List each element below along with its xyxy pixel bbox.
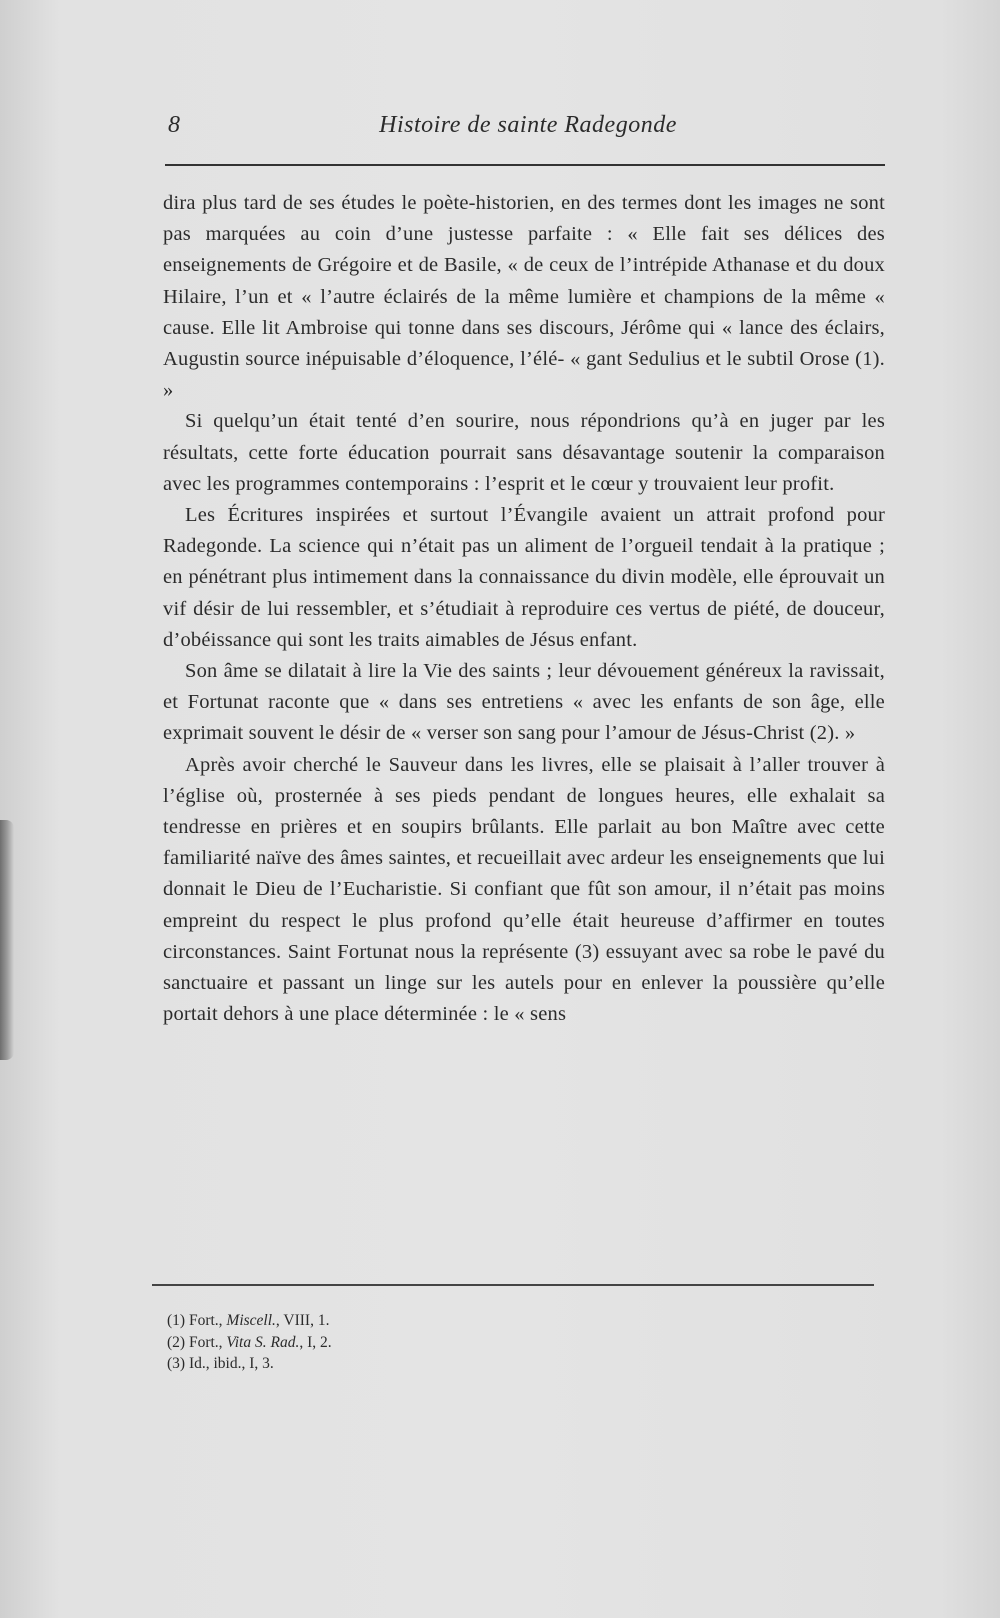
body-text xyxy=(163,188,885,1030)
page-header xyxy=(168,112,888,152)
footnote-rest: , I, 2. xyxy=(299,1333,332,1351)
paragraph-4: Son âme se dilatait à lire la Vie des saints ; leur dévouement généreux la ravissait, et Fortunat raconte que « dans ses entretiens « avec les enfants de son âge, elle exprimait souvent le désir de « verser son sang pour l’amour de Jésus-Christ (2). » xyxy=(163,660,885,745)
footnote-marker: (1) xyxy=(167,1312,186,1329)
footnote-prefix: Id., ibid., I, 3. xyxy=(188,1355,274,1372)
footnote-prefix: Fort., xyxy=(188,1333,223,1351)
running-title: Histoire de sainte Radegonde xyxy=(379,112,677,138)
paragraph-3: Les Écritures inspirées et surtout l’Évangile avaient un attrait profond pour Radegonde. La science qui n’était pas un aliment de l’orgueil tendait à la pratique ; en pénétrant plus intimement dans la connaissance du divin modèle, elle éprouvait un vif désir de lui ressembler, et s’étudiait à reproduire ces vertus de piété, de douceur, d’obéissance qui sont les traits aimables de Jésus enfant. xyxy=(163,504,885,651)
footnote-rest: , VIII, 1. xyxy=(275,1312,330,1329)
footnote-1 xyxy=(167,1310,767,1332)
paragraph-2: Si quelqu’un était tenté d’en sourire, nous répondrions qu’à en juger par les résultats, cette forte éducation pourrait sans désavantage soutenir la comparaison avec les programmes contemporains : l’esprit et le cœur y trouvaient leur profit. xyxy=(163,410,885,495)
footnote-title: Vita S. Rad. xyxy=(226,1333,300,1351)
paragraph-5: Après avoir cherché le Sauveur dans les livres, elle se plaisait à l’aller trouver à l’église où, prosternée à ses pieds pendant de longues heures, elle exhalait sa tendresse en prières et en soupirs brûlants. Elle parlait au bon Maître avec cette familiarité naïve des âmes saintes, et recueillait avec ardeur les enseignements que lui donnait le Dieu de l’Eucharistie. Si confiant que fût son amour, il n’était pas moins empreint du respect le plus profond qu’elle était heureuse d’affirmer en toutes circonstances. Saint Fortunat nous la représente (3) essuyant avec sa robe le pavé du sanctuaire et passant un linge sur les autels pour en enlever la poussière qu’elle portait dehors à une place déterminée : le « sens xyxy=(163,753,885,1026)
footnote-3 xyxy=(167,1353,767,1375)
footnote-marker: (3) xyxy=(167,1355,186,1372)
paragraph-1: dira plus tard de ses études le poète-historien, en des termes dont les images ne sont pas marquées au coin d’une justesse parfaite : « Elle fait ses délices des enseignements de Grégoire et de Basile, « de ceux de l’intrépide Athanase et du doux Hilaire, l’un et « l’autre éclairés de la même lumière et champions de la même « cause. Elle lit Ambroise qui tonne dans ses discours, Jérôme qui « lance des éclairs, Augustin source inépuisable d’éloquence, l’élé- « gant Sedulius et le subtil Orose (1). » xyxy=(163,192,885,402)
page-edge-shadow xyxy=(0,820,14,1060)
footnote-prefix: Fort., xyxy=(188,1312,223,1329)
footnote-title: Miscell. xyxy=(226,1312,276,1329)
footnotes xyxy=(167,1310,767,1375)
footnote-marker: (2) xyxy=(167,1333,186,1351)
page-number: 8 xyxy=(168,112,180,138)
footnote-rule xyxy=(152,1284,874,1286)
header-rule xyxy=(165,164,885,166)
footnote-2 xyxy=(167,1332,767,1354)
